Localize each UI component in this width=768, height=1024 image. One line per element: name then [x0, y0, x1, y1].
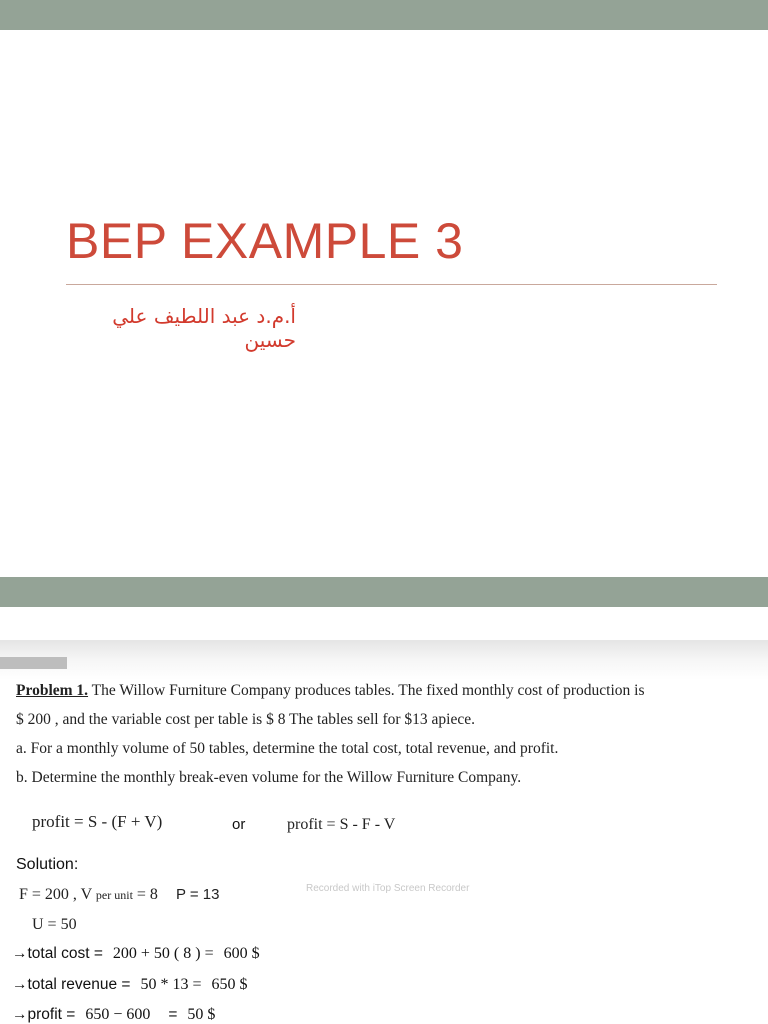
variable-cost-separator: , V: [68, 886, 96, 903]
profit-expression: 650 − 600: [85, 1006, 151, 1023]
total-cost-expression: 200 + 50 ( 8 ) =: [112, 945, 214, 962]
author-name: أ.م.د عبد اللطيف علي حسين: [112, 304, 296, 352]
problem-text-1: The Willow Furniture Company produces tables. The fixed monthly cost of production is: [88, 682, 645, 699]
slide-title: BEP EXAMPLE 3: [66, 213, 464, 269]
given-values: [19, 886, 219, 904]
profit-label: →profit =: [12, 1006, 76, 1023]
total-cost-value: 600 $: [223, 945, 260, 962]
problem-document: [0, 640, 768, 1024]
document-tab: [0, 657, 67, 669]
total-cost-label: →total cost =: [12, 945, 103, 962]
total-revenue-label: →total revenue =: [12, 976, 131, 993]
profit-line: [12, 1006, 215, 1024]
profit-formula-2: profit = S - F - V: [287, 816, 396, 833]
fixed-cost-value: F = 200: [19, 886, 69, 903]
variable-cost-value: = 8: [132, 886, 158, 903]
slide-separator-bar: [0, 577, 768, 607]
price-value: P = 13: [175, 886, 220, 903]
profit-formula-1: profit = S - (F + V): [32, 812, 163, 831]
solution-heading: Solution:: [16, 856, 79, 873]
problem-line-3: a. For a monthly volume of 50 tables, determine the total cost, total revenue, and profit.: [16, 740, 559, 757]
total-cost-line: [12, 945, 260, 963]
total-revenue-expression: 50 * 13 =: [140, 976, 202, 993]
units-value: U = 50: [32, 916, 77, 933]
problem-line-4: b. Determine the monthly break-even volume for the Willow Furniture Company.: [16, 769, 522, 786]
recorder-watermark: Recorded with iTop Screen Recorder: [306, 883, 470, 894]
slide-top-bar: [0, 0, 768, 30]
problem-line-2: $ 200 , and the variable cost per table is $ 8 The tables sell for $13 apiece.: [16, 711, 475, 728]
problem-line-1: [16, 682, 644, 700]
profit-equals: =: [168, 1006, 178, 1023]
total-revenue-value: 650 $: [211, 976, 248, 993]
variable-cost-subscript: per unit: [95, 888, 133, 902]
profit-value: 50 $: [187, 1006, 216, 1023]
title-divider: [66, 284, 717, 285]
problem-label: Problem 1.: [16, 682, 89, 699]
formula-or: or: [232, 816, 246, 833]
total-revenue-line: [12, 976, 248, 994]
